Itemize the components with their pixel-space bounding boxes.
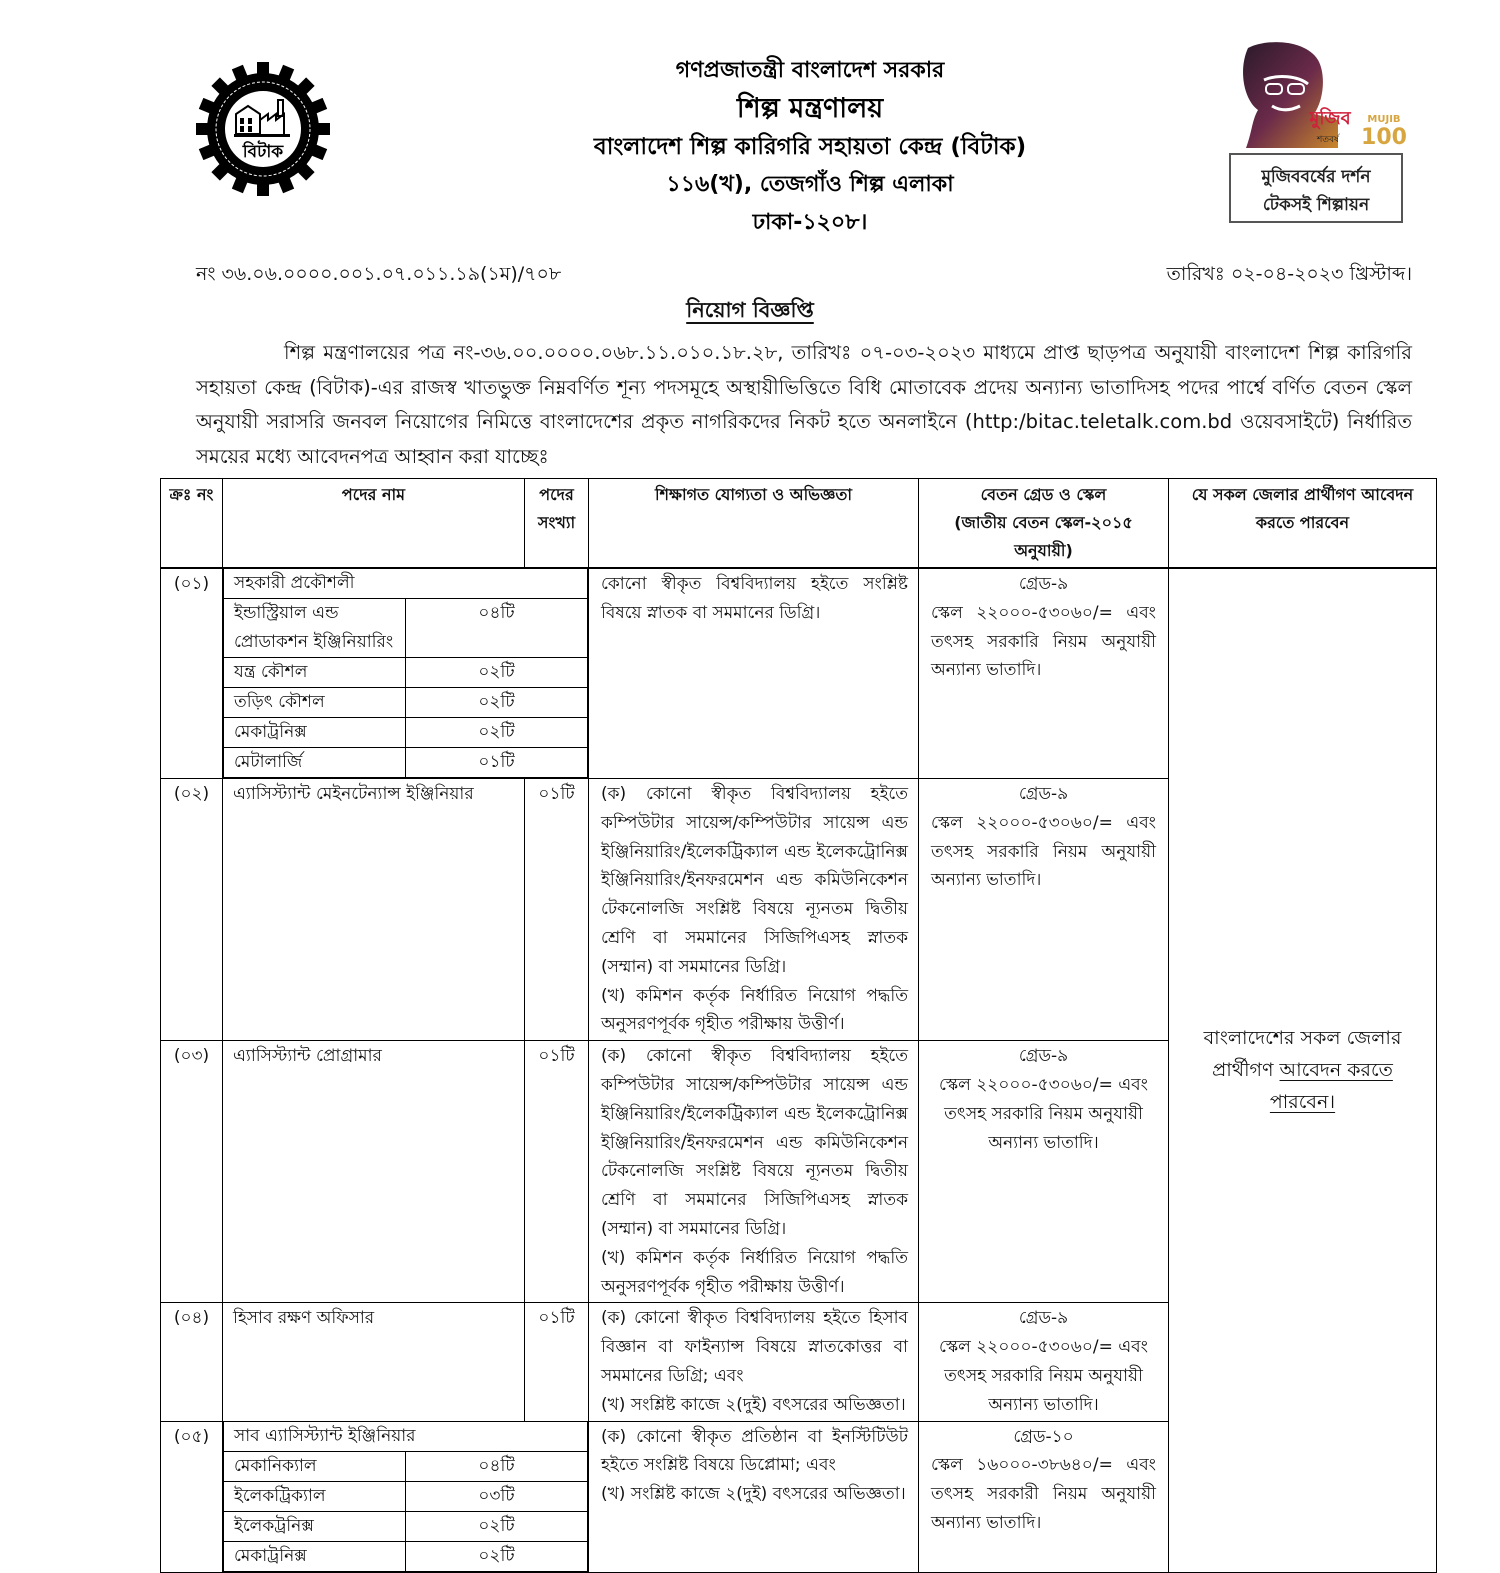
sub-post-name: মেটালার্জি [224, 748, 406, 778]
sub-post-count: ০৪টি [406, 599, 588, 658]
pay-scale-text: স্কেল ২২০০০-৫৩০৬০/= এবং তৎসহ সরকারি নিয়ম অনুযায়ী অন্যান্য ভাতাদি। [939, 1337, 1148, 1415]
serial-cell: (০৩) [161, 1041, 223, 1303]
qualification-cell [589, 1303, 919, 1421]
office-header [420, 52, 1200, 242]
sub-post-row [224, 688, 588, 718]
qualification-cell [589, 1041, 919, 1303]
intro-paragraph: শিল্প মন্ত্রণালয়ের পত্র নং-৩৬.০০.০০০০.০৬৮.১১.০১০.১৮.২৮, তারিখঃ ০৭-০৩-২০২৩ মাধ্যমে প্রাপ্ত ছাড়পত্র অনুযায়ী বাংলাদেশ শিল্প কারিগরি সহায়তা কেন্দ্র (বিটাক)-এর রাজস্ব খাতভুক্ত নিম্নবর্ণিত শূন্য পদসমূহে অস্থায়ীভিত্তিতে বিধি মোতাবেক প্রদেয় অন্যান্য ভাতাদিসহ পদের পার্শ্বে বর্ণিত বেতন স্কেল অনুযায়ী সরাসরি জনবল নিয়োগের নিমিত্তে বাংলাদেশের প্রকৃত নাগরিকদের নিকট হতে অনলাইনে (http:/bitac.teletalk.com.bd ওয়েবসাইটে) নির্ধারিত সময়ের মধ্যে আবেদনপত্র আহ্বান করা যাচ্ছেঃ [196, 341, 1412, 468]
pay-scale-cell [919, 568, 1169, 779]
memo-number: নং ৩৬.০৬.০০০০.০০১.০৭.০১১.১৯(১ম)/৭০৮ [196, 263, 562, 285]
serial-cell: (০১) [161, 568, 223, 779]
header-pay-line2: (জাতীয় বেতন স্কেল-২০১৫ অনুযায়ী) [954, 513, 1133, 560]
pay-scale-text: স্কেল ২২০০০-৫৩০৬০/= এবং তৎসহ সরকারি নিয়ম অনুযায়ী অন্যান্য ভাতাদি। [939, 1074, 1148, 1153]
header-pay-line1: বেতন গ্রেড ও স্কেল [980, 485, 1107, 504]
post-name: এ্যাসিস্ট্যান্ট প্রোগ্রামার [223, 1041, 525, 1303]
sub-post-row [224, 599, 588, 658]
sub-post-name: মেকানিক্যাল [224, 1451, 406, 1481]
bitac-logo-icon [196, 62, 330, 196]
sub-post-count: ০২টি [406, 718, 588, 748]
qualification-cell [589, 779, 919, 1041]
qualification-cell [589, 568, 919, 779]
sub-post-row [224, 1451, 588, 1481]
pay-scale-text: স্কেল ২২০০০-৫৩০৬০/= এবং তৎসহ সরকারি নিয়ম অনুযায়ী অন্যান্য ভাতাদি। [931, 602, 1156, 681]
sub-post-name: তড়িৎ কৌশল [224, 688, 406, 718]
sub-post-list [223, 569, 588, 778]
header-pay-scale [919, 479, 1169, 569]
post-name: এ্যাসিস্ট্যান্ট মেইনটেন্যান্স ইঞ্জিনিয়ার [223, 779, 525, 1041]
sub-post-row [224, 718, 588, 748]
header-eligible-districts: যে সকল জেলার প্রার্থীগণ আবেদন করতে পারবেন [1169, 479, 1437, 569]
qualification-item-a: (ক) কোনো স্বীকৃত বিশ্ববিদ্যালয় হইতে কম্পিউটার সায়েন্স/কম্পিউটার সায়েন্স এন্ড ইঞ্জিনিয়ারিং/ইলেকট্রিক্যাল এন্ড ইলেকট্রোনিক্স ইঞ্জিনিয়ারিং/ইনফরমেশন এন্ড কমিউনিকেশন টেকনোলজি সংশ্লিষ্ট বিষয়ে ন্যূনতম দ্বিতীয় শ্রেণি বা সমমানের সিজিপিএসহ স্নাতক (সম্মান) বা সমমানের ডিগ্রি। [601, 1046, 908, 1239]
header-post-name: পদের নাম [223, 479, 525, 569]
serial-cell: (০৫) [161, 1421, 223, 1572]
sub-post-name: যন্ত্র কৌশল [224, 658, 406, 688]
notice-title [0, 294, 1500, 329]
svg-text:মুজিব: মুজিব [1309, 108, 1351, 129]
organization-name: বাংলাদেশ শিল্প কারিগরি সহায়তা কেন্দ্র (বিটাক) [593, 134, 1027, 160]
pay-grade: গ্রেড-৯ [1018, 1046, 1069, 1067]
svg-text:টেকসই শিল্পায়ন: টেকসই শিল্পায়ন [1262, 195, 1370, 215]
sub-post-name: ইলেকট্রনিক্স [224, 1511, 406, 1541]
header-post-count: পদের সংখ্যা [525, 479, 589, 569]
qualification-item-b: (খ) কমিশন কর্তৃক নির্ধারিত নিয়োগ পদ্ধতি অনুসরণপূর্বক গৃহীত পরীক্ষায় উত্তীর্ণ। [601, 985, 908, 1035]
sub-post-name: ইন্ডাস্ট্রিয়াল এন্ড প্রোডাকশন ইঞ্জিনিয়ারিং [224, 599, 406, 658]
svg-text:শতবর্ষ: শতবর্ষ [1316, 135, 1340, 145]
post-count: ০১টি [525, 779, 589, 1041]
address-line: ১১৬(খ), তেজগাঁও শিল্প এলাকা [666, 172, 954, 197]
sub-post-count: ০৩টি [406, 1481, 588, 1511]
pay-scale-cell [919, 1041, 1169, 1303]
sub-post-row [224, 658, 588, 688]
sub-post-list [223, 1422, 588, 1572]
post-name: সাব এ্যাসিস্ট্যান্ট ইঞ্জিনিয়ার [224, 1422, 588, 1452]
svg-text:মুজিববর্ষের দর্শন: মুজিববর্ষের দর্শন [1261, 167, 1371, 187]
sub-post-name: মেকাট্রনিক্স [224, 1541, 406, 1571]
sub-post-row [224, 1511, 588, 1541]
pay-scale-cell [919, 1421, 1169, 1572]
post-count: ০১টি [525, 1303, 589, 1421]
qualification-item-a: (ক) কোনো স্বীকৃত বিশ্ববিদ্যালয় হইতে কম্পিউটার সায়েন্স/কম্পিউটার সায়েন্স এন্ড ইঞ্জিনিয়ারিং/ইলেকট্রিক্যাল এন্ড ইলেকট্রোনিক্স ইঞ্জিনিয়ারিং/ইনফরমেশন এন্ড কমিউনিকেশন টেকনোলজি সংশ্লিষ্ট বিষয়ে ন্যূনতম দ্বিতীয় শ্রেণি বা সমমানের সিজিপিএসহ স্নাতক (সম্মান) বা সমমানের ডিগ্রি। [601, 784, 908, 977]
sub-post-count: ০১টি [406, 748, 588, 778]
qualification-item-a: (ক) কোনো স্বীকৃত প্রতিষ্ঠান বা ইনস্টিটিউট হইতে সংশ্লিষ্ট বিষয়ে ডিপ্লোমা; এবং [601, 1426, 908, 1476]
serial-cell: (০৪) [161, 1303, 223, 1421]
pay-grade: গ্রেড-১০ [1013, 1426, 1074, 1447]
ministry-name: শিল্প মন্ত্রণালয় [736, 93, 884, 124]
vacancy-table [160, 478, 1437, 1573]
qualification-cell [589, 1421, 919, 1572]
pay-grade: গ্রেড-৯ [1018, 574, 1069, 594]
memo-date: তারিখঃ ০২-০৪-২০২৩ খ্রিস্টাব্দ। [1166, 263, 1412, 285]
sub-post-count: ০২টি [406, 1541, 588, 1571]
post-group-cell [223, 568, 589, 779]
notice-title-text: নিয়োগ বিজ্ঞপ্তি [686, 298, 814, 322]
table-header-row [161, 479, 1437, 569]
qualification-item-a: (ক) কোনো স্বীকৃত বিশ্ববিদ্যালয় হইতে হিসাব বিজ্ঞান বা ফাইন্যান্স বিষয়ে স্নাতকোত্তর বা সমমানের ডিগ্রি; এবং [601, 1308, 908, 1386]
pay-scale-cell [919, 779, 1169, 1041]
pay-grade: গ্রেড-৯ [1018, 784, 1069, 804]
header-serial: ক্রঃ নং [161, 479, 223, 569]
pay-scale-text: স্কেল ১৬০০০-৩৮৬৪০/= এবং তৎসহ সরকারী নিয়ম অনুযায়ী অন্যান্য ভাতাদি। [931, 1455, 1156, 1533]
sub-post-row [224, 748, 588, 778]
pay-scale-text: স্কেল ২২০০০-৫৩০৬০/= এবং তৎসহ সরকারি নিয়ম অনুযায়ী অন্যান্য ভাতাদি। [931, 812, 1156, 891]
mujib-100-logo-icon [1228, 40, 1406, 224]
qualification-item-b: (খ) কমিশন কর্তৃক নির্ধারিত নিয়োগ পদ্ধতি অনুসরণপূর্বক গৃহীত পরীক্ষায় উত্তীর্ণ। [601, 1247, 908, 1297]
sub-post-row [224, 1481, 588, 1511]
sub-post-count: ০৪টি [406, 1451, 588, 1481]
svg-text:বিটাক: বিটাক [242, 142, 284, 162]
sub-post-name: ইলেকট্রিক্যাল [224, 1481, 406, 1511]
svg-text:100: 100 [1361, 125, 1406, 150]
sub-post-count: ০২টি [406, 658, 588, 688]
qualification-text: কোনো স্বীকৃত বিশ্ববিদ্যালয় হইতে সংশ্লিষ্ট বিষয়ে স্নাতক বা সমমানের ডিগ্রি। [601, 574, 908, 623]
post-name: হিসাব রক্ষণ অফিসার [223, 1303, 525, 1421]
post-name: সহকারী প্রকৌশলী [224, 569, 588, 599]
post-group-cell [223, 1421, 589, 1572]
post-count: ০১টি [525, 1041, 589, 1303]
sub-post-row [224, 1541, 588, 1571]
city-line: ঢাকা-১২০৮। [752, 210, 868, 235]
header-qualification: শিক্ষাগত যোগ্যতা ও অভিজ্ঞতা [589, 479, 919, 569]
eligible-districts-cell [1169, 568, 1437, 1572]
sub-post-name: মেকাট্রনিক্স [224, 718, 406, 748]
pay-grade: গ্রেড-৯ [1018, 1308, 1069, 1329]
table-row [161, 568, 1437, 779]
eligible-districts-underlined: আবেদন করতে পারবেন। [1269, 1059, 1393, 1114]
svg-text:MUJIB: MUJIB [1367, 114, 1401, 125]
qualification-item-b: (খ) সংশ্লিষ্ট কাজে ২(দুই) বৎসরের অভিজ্ঞতা। [601, 1484, 906, 1505]
serial-cell: (০২) [161, 779, 223, 1041]
eligible-districts-text: বাংলাদেশের সকল জেলার প্রার্থীগণ [1203, 1027, 1402, 1082]
sub-post-count: ০২টি [406, 1511, 588, 1541]
government-name: গণপ্রজাতন্ত্রী বাংলাদেশ সরকার [675, 58, 945, 83]
qualification-item-b: (খ) সংশ্লিষ্ট কাজে ২(দুই) বৎসরের অভিজ্ঞতা। [601, 1394, 906, 1415]
pay-scale-cell [919, 1303, 1169, 1421]
sub-post-count: ০২টি [406, 688, 588, 718]
